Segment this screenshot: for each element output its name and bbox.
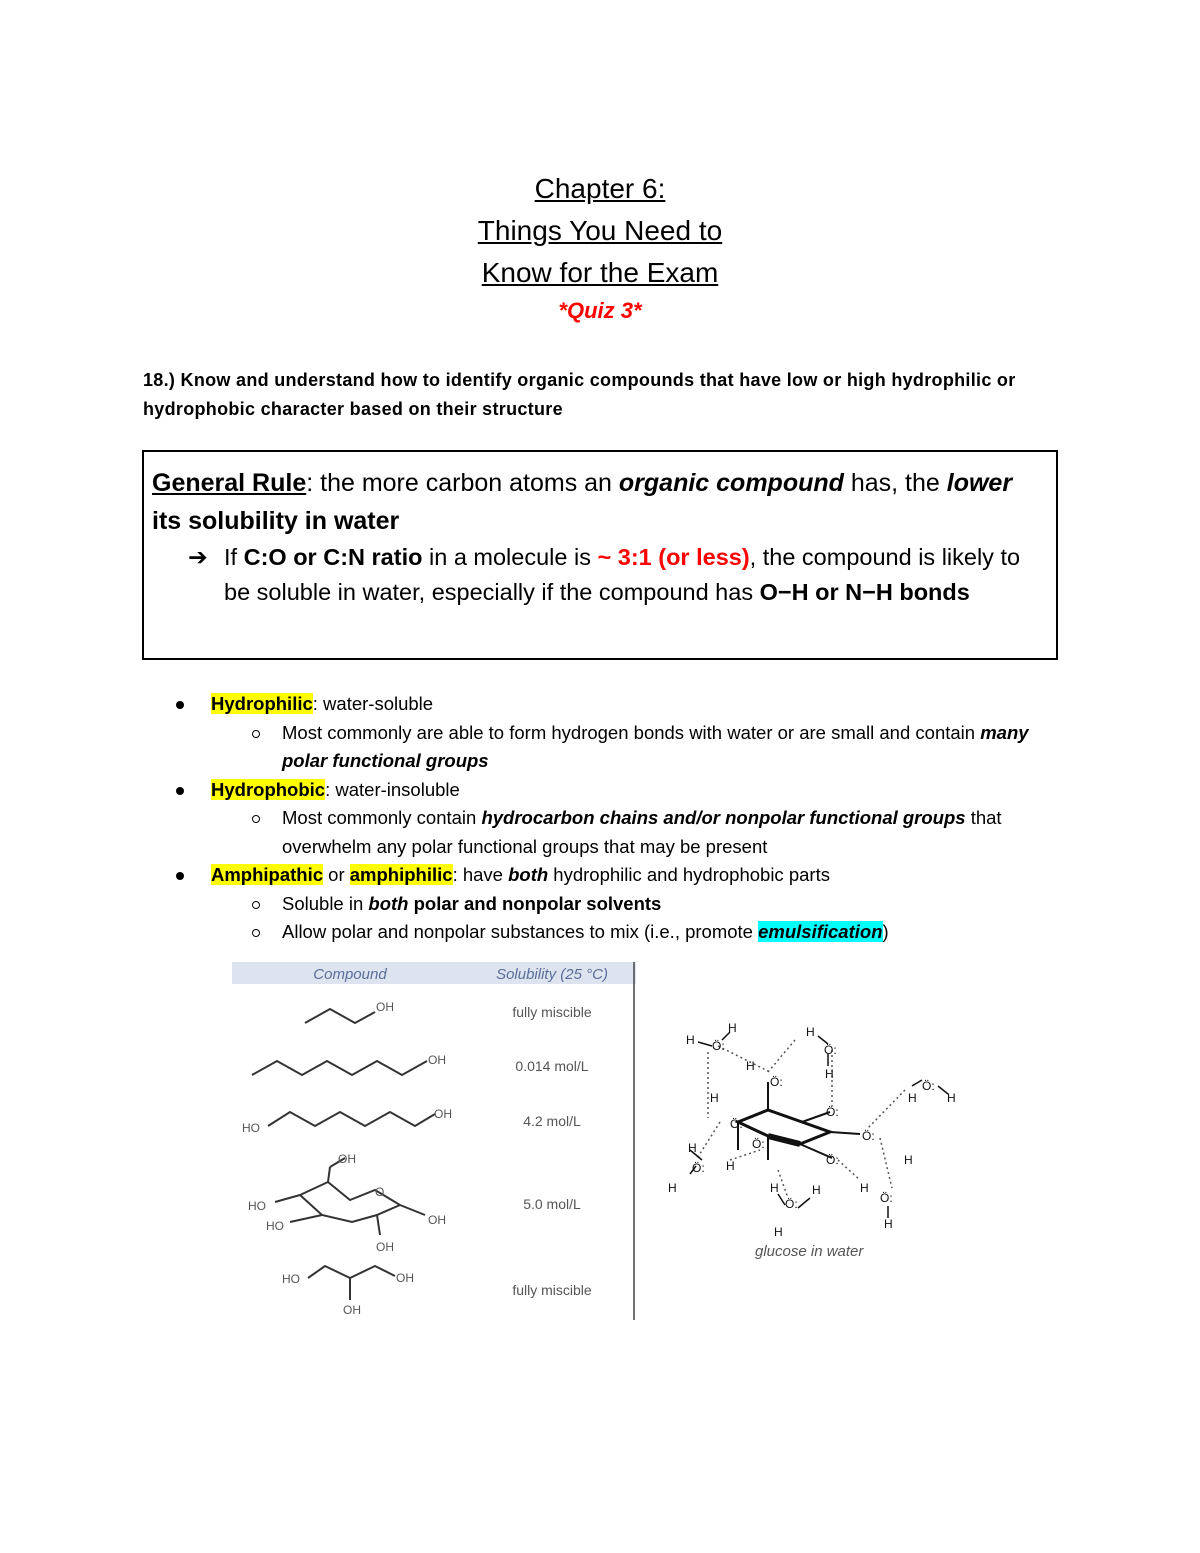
list-item-hydrophilic (168, 690, 1068, 719)
atom-label: Ö: (730, 1117, 743, 1131)
atom-label: OH (434, 1107, 452, 1121)
atom-label: OH (376, 1240, 394, 1254)
atom-label: Ö: (826, 1153, 839, 1167)
atom-label: H (668, 1181, 677, 1195)
atom-label: Ö: (862, 1129, 875, 1143)
atom-label: H (710, 1091, 719, 1105)
atom-label: HO (282, 1272, 300, 1286)
term-or: or (323, 864, 350, 885)
atom-labels (668, 1021, 956, 1239)
sub-bullet-icon (252, 901, 260, 909)
atom-label: OH (396, 1271, 414, 1285)
list-item-hydrophobic (168, 776, 1068, 805)
ratio-text-2: in a molecule is (422, 544, 598, 570)
subitem-emphasis: hydrocarbon chains and/or nonpolar functional groups (481, 807, 966, 828)
title-line-2: Things You Need to (477, 215, 723, 246)
solubility-value: 5.0 mol/L (523, 1196, 581, 1212)
atom-label: H (746, 1059, 755, 1073)
atom-label: H (686, 1033, 695, 1047)
subitem-text: Soluble in (282, 892, 369, 914)
atom-label: HO (248, 1199, 266, 1213)
atom-label: Ö: (824, 1043, 837, 1057)
bullet-list (168, 690, 1068, 947)
solubility-value: fully miscible (512, 1282, 592, 1298)
subitem-emphasis: many polar functional groups (282, 721, 1029, 771)
subitem-text: Most commonly are able to form hydrogen bonds with water or are small and contain (282, 721, 981, 743)
general-rule-label: General Rule (152, 469, 307, 497)
atom-label: Ö: (692, 1161, 705, 1175)
atom-label: H (812, 1183, 821, 1197)
bullet-icon (176, 872, 184, 880)
ratio-rule-text (224, 540, 1048, 610)
glucose-in-water-figure (660, 1010, 980, 1270)
table-header-solubility: Solubility (25 °C) (496, 966, 608, 983)
arrow-icon: ➔ (188, 544, 208, 570)
subitem-emphasis: both (368, 892, 409, 914)
list-subitem (168, 804, 1068, 861)
list-subitem (168, 719, 1068, 776)
def-amphipathic-2: hydrophilic and hydrophobic parts (548, 864, 830, 885)
term-amphipathic: Amphipathic (211, 864, 324, 885)
atom-label: OH (428, 1213, 446, 1227)
title-line-3: Know for the Exam (481, 257, 719, 288)
term-emulsification: emulsification (758, 921, 883, 942)
solubility-value: 4.2 mol/L (523, 1113, 581, 1129)
sub-bullet-icon (252, 815, 260, 823)
table-header-compound: Compound (313, 966, 387, 983)
sub-bullet-icon (252, 730, 260, 738)
rule-text-3: its solubility in water (152, 507, 400, 535)
molecule-hexanediol (268, 1112, 435, 1126)
def-hydrophobic: : water-insoluble (325, 778, 460, 800)
sub-bullet-icon (252, 929, 260, 937)
atom-label: H (947, 1091, 956, 1105)
ratio-rule (188, 540, 1048, 610)
rule-lower: lower (946, 469, 1013, 497)
solubility-table-figure (230, 960, 640, 1322)
title-block (0, 168, 1200, 328)
atom-label: OH (376, 1000, 394, 1014)
atom-label: H (688, 1141, 697, 1155)
def-amphipathic: : have (452, 864, 509, 885)
quiz-label: *Quiz 3* (558, 298, 642, 323)
subitem-text: Most commonly contain (282, 807, 482, 828)
hydrogen-bonds (696, 1040, 905, 1198)
list-item-amphipathic (168, 861, 1068, 890)
atom-label: Ö: (785, 1197, 798, 1211)
atom-label: H (806, 1025, 815, 1039)
atom-label: H (904, 1153, 913, 1167)
term-hydrophobic: Hydrophobic (211, 778, 326, 800)
atom-label: H (774, 1225, 783, 1239)
term-amphiphilic: amphiphilic (349, 864, 453, 885)
atom-label: H (908, 1091, 917, 1105)
atom-label: Ö: (922, 1079, 935, 1093)
rule-organic-compound: organic compound (618, 469, 844, 497)
atom-label: Ö: (752, 1137, 765, 1151)
atom-label: Ö: (712, 1039, 725, 1053)
atom-label: Ö: (880, 1191, 893, 1205)
atom-label: H (860, 1181, 869, 1195)
ratio-cn: C:N ratio (323, 544, 423, 570)
atom-label: HO (242, 1121, 260, 1135)
chapter-title: Chapter 6: (534, 173, 666, 204)
atom-label: H (825, 1067, 834, 1081)
def-hydrophilic: : water-soluble (312, 693, 434, 714)
general-rule-box (142, 450, 1058, 660)
atom-label: O (375, 1185, 385, 1199)
molecule-octanol (252, 1061, 427, 1075)
subitem-text-2: ) (882, 921, 889, 942)
atom-label: Ö: (826, 1105, 839, 1119)
subitem-text: Allow polar and nonpolar substances to mix (i.e., promote (282, 921, 759, 942)
general-rule-text (152, 464, 1048, 540)
atom-label: OH (343, 1303, 361, 1317)
list-subitem (168, 918, 1068, 947)
atom-label: H (726, 1159, 735, 1173)
molecule-glucose (275, 1158, 425, 1235)
rule-text-2: has, the (843, 469, 947, 497)
atom-label: OH (428, 1053, 446, 1067)
ratio-text-3: , the compound is likely to be soluble in water, especially if the compound has (224, 544, 1021, 605)
subitem-text-2: polar and nonpolar solvents (408, 892, 662, 914)
objective-18: 18.) Know and understand how to identify organic compounds that have low or high hydrophilic or hydrophobic character based on their structure (143, 370, 1016, 419)
bullet-icon (176, 787, 184, 795)
list-subitem (168, 890, 1068, 919)
term-hydrophilic: Hydrophilic (211, 693, 313, 714)
ratio-value: ~ 3:1 (or less) (597, 544, 750, 570)
subitem-text-2: that overwhelm any polar functional groups that may be present (282, 807, 1002, 857)
molecule-propanol (305, 1009, 375, 1023)
molecule-glycerol (308, 1266, 395, 1300)
solubility-value: fully miscible (512, 1004, 592, 1020)
atom-label: H (884, 1217, 893, 1231)
bullet-icon (176, 701, 184, 709)
ratio-text-1: If (224, 544, 244, 570)
ratio-co: C:O (243, 544, 287, 570)
atom-label: HO (266, 1219, 284, 1233)
def-both: both (508, 864, 549, 885)
ratio-bonds: O−H or N−H bonds (759, 579, 970, 605)
rule-text-1: : the more carbon atoms an (306, 469, 619, 497)
atom-label: H (770, 1181, 779, 1195)
atom-label: OH (338, 1152, 356, 1166)
glucose-caption: glucose in water (755, 1243, 864, 1260)
solubility-value: 0.014 mol/L (515, 1058, 589, 1074)
atom-label: Ö: (770, 1075, 783, 1089)
ratio-or: or (286, 544, 324, 570)
atom-label: H (728, 1021, 737, 1035)
